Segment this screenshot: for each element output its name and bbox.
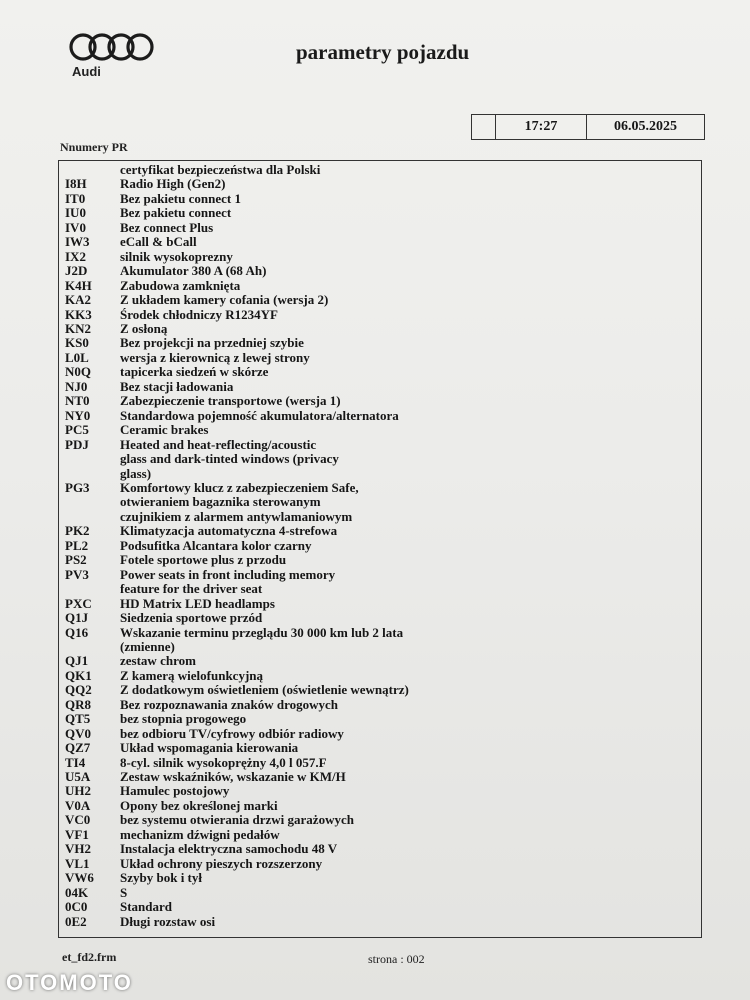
pr-description: bez stopnia progowego — [120, 711, 247, 727]
table-row — [65, 409, 685, 423]
pr-description: Komfortowy klucz z zabezpieczeniem Safe, — [120, 479, 359, 495]
pr-code: VL1 — [65, 855, 90, 871]
table-row — [65, 712, 685, 726]
pr-code: VH2 — [65, 841, 91, 857]
pr-code: IW3 — [65, 234, 90, 250]
table-row — [65, 741, 685, 755]
table-row — [65, 597, 685, 611]
pr-description: Bez rozpoznawania znaków drogowych — [120, 696, 338, 712]
header-time: 17:27 — [496, 115, 587, 139]
pr-code: NY0 — [65, 407, 91, 423]
pr-code: KK3 — [65, 306, 92, 322]
pr-description: Bez pakietu connect 1 — [120, 190, 241, 206]
pr-code — [65, 467, 120, 481]
pr-description: otwieraniem bagaznika sterowanym — [120, 494, 321, 510]
pr-description: tapicerka siedzeń w skórze — [120, 364, 269, 380]
watermark-logo: OTOMOTO — [6, 970, 133, 995]
table-row — [65, 235, 685, 249]
pr-code: VW6 — [65, 870, 94, 886]
page-title: parametry pojazdu — [296, 40, 470, 64]
pr-code: QR8 — [65, 696, 91, 712]
pr-description: glass) — [120, 465, 152, 481]
pr-description: Z układem kamery cofania (wersja 2) — [120, 292, 329, 308]
pr-code: KS0 — [65, 335, 89, 351]
table-row — [65, 177, 685, 191]
pr-code: KA2 — [65, 292, 91, 308]
pr-description: Radio High (Gen2) — [120, 176, 226, 192]
pr-description: Długi rozstaw osi — [120, 913, 216, 929]
pr-description: Z osłoną — [120, 320, 168, 336]
pr-code: J2D — [65, 263, 88, 279]
table-row — [65, 727, 685, 741]
pr-code: U5A — [65, 769, 91, 785]
pr-code: UH2 — [65, 783, 91, 799]
pr-code — [65, 582, 120, 596]
pr-description: bez odbioru TV/cyfrowy odbiór radiowy — [120, 725, 344, 741]
table-row — [65, 250, 685, 264]
pr-code: QJ1 — [65, 653, 89, 669]
pr-code: PK2 — [65, 523, 90, 539]
pr-description: eCall & bCall — [120, 234, 197, 250]
form-id: et_fd2.frm — [62, 950, 117, 964]
table-row — [65, 380, 685, 394]
pr-description: Power seats in front including memory — [120, 566, 336, 582]
table-row — [65, 308, 685, 322]
pr-description: Zabezpieczenie transportowe (wersja 1) — [120, 393, 341, 409]
table-row — [65, 438, 685, 452]
table-row — [65, 669, 685, 683]
table-row — [65, 698, 685, 712]
pr-code — [65, 640, 120, 654]
table-row — [65, 900, 685, 914]
pr-description: certyfikat bezpieczeństwa dla Polski — [120, 162, 321, 177]
table-row — [65, 293, 685, 307]
table-row — [65, 336, 685, 350]
table-row — [65, 539, 685, 553]
pr-description: (zmienne) — [120, 638, 175, 654]
pr-description: bez systemu otwierania drzwi garażowych — [120, 812, 354, 828]
table-row — [65, 813, 685, 827]
table-row — [65, 481, 685, 495]
table-row — [65, 524, 685, 538]
logo-text: Audi — [72, 64, 101, 79]
pr-code: VC0 — [65, 812, 91, 828]
pr-description: S — [120, 884, 128, 900]
pr-description: Z kamerą wielofunkcyjną — [120, 667, 263, 683]
pr-code: VF1 — [65, 826, 89, 842]
table-row — [65, 452, 685, 466]
pr-description: Z dodatkowym oświetleniem (oświetlenie wewnątrz) — [120, 682, 409, 698]
pr-description: Ceramic brakes — [120, 422, 209, 438]
table-row — [65, 915, 685, 929]
pr-description: Zabudowa zamknięta — [120, 277, 241, 293]
pr-description: Zestaw wskaźników, wskazanie w KM/H — [120, 769, 346, 785]
table-row — [65, 683, 685, 697]
pr-code — [65, 452, 120, 466]
pr-description: Bez stacji ładowania — [120, 378, 234, 394]
table-row — [65, 828, 685, 842]
pr-code: QT5 — [65, 711, 91, 727]
table-row — [65, 886, 685, 900]
pr-code: KN2 — [65, 320, 91, 336]
pr-description: 8-cyl. silnik wysokoprężny 4,0 l 057.F — [120, 754, 327, 770]
pr-code: I8H — [65, 176, 87, 192]
pr-code: PDJ — [65, 436, 89, 452]
table-row — [65, 365, 685, 379]
table-row — [65, 351, 685, 365]
pr-description: HD Matrix LED headlamps — [120, 595, 275, 611]
pr-description: Standardowa pojemność akumulatora/alternatora — [120, 407, 399, 423]
pr-code: Q1J — [65, 610, 89, 626]
pr-code: NJ0 — [65, 378, 88, 394]
pr-code: PL2 — [65, 537, 89, 553]
pr-code: 0E2 — [65, 913, 87, 929]
pr-code: PXC — [65, 595, 92, 611]
table-row — [65, 510, 685, 524]
table-row — [65, 784, 685, 798]
pr-description: Akumulator 380 A (68 Ah) — [120, 263, 267, 279]
pr-code: PS2 — [65, 552, 87, 568]
time-date-box — [471, 114, 705, 140]
pr-numbers-table — [58, 160, 702, 938]
pr-description: czujnikiem z alarmem antywlamaniowym — [120, 508, 353, 524]
pr-description: Układ wspomagania kierowania — [120, 740, 299, 756]
pr-description: zestaw chrom — [120, 653, 196, 669]
pr-code: Q16 — [65, 624, 89, 640]
header-date: 06.05.2025 — [614, 119, 677, 134]
table-row — [65, 568, 685, 582]
table-row — [65, 394, 685, 408]
table-row — [65, 640, 685, 654]
pr-code: IU0 — [65, 205, 86, 221]
pr-code: TI4 — [65, 754, 86, 770]
pr-description: Podsufitka Alcantara kolor czarny — [120, 537, 312, 553]
table-row — [65, 582, 685, 596]
table-row — [65, 553, 685, 567]
pr-code: QV0 — [65, 725, 91, 741]
table-row — [65, 871, 685, 885]
pr-code: QK1 — [65, 667, 92, 683]
pr-description: Szyby bok i tył — [120, 870, 202, 886]
pr-description: Bez connect Plus — [120, 219, 214, 235]
pr-code: IX2 — [65, 248, 86, 264]
pr-description: Opony bez określonej marki — [120, 797, 278, 813]
table-row — [65, 163, 685, 177]
pr-code: PG3 — [65, 479, 90, 495]
pr-description: Klimatyzacja automatyczna 4-strefowa — [120, 523, 338, 539]
pr-code: N0Q — [65, 364, 91, 380]
table-row — [65, 264, 685, 278]
pr-code: IT0 — [65, 190, 86, 206]
table-row — [65, 495, 685, 509]
pr-description: Bez projekcji na przedniej szybie — [120, 335, 304, 351]
pr-description: mechanizm dźwigni pedałów — [120, 826, 280, 842]
table-row — [65, 857, 685, 871]
pr-description: feature for the driver seat — [120, 581, 263, 597]
pr-description: Bez pakietu connect — [120, 205, 232, 221]
audi-rings-icon — [68, 32, 154, 62]
pr-code: IV0 — [65, 219, 86, 235]
pr-code: QZ7 — [65, 740, 91, 756]
section-label: Nnumery PR — [60, 140, 128, 154]
pr-description: Wskazanie terminu przeglądu 30 000 km lub 2 lata — [120, 624, 404, 640]
table-row — [65, 192, 685, 206]
table-row — [65, 654, 685, 668]
table-row — [65, 770, 685, 784]
pr-code: QQ2 — [65, 682, 92, 698]
pr-description: Instalacja elektryczna samochodu 48 V — [120, 841, 338, 857]
table-row — [65, 799, 685, 813]
pr-description: Standard — [120, 899, 173, 915]
page-number: strona : 002 — [368, 952, 425, 966]
pr-description: Heated and heat-reflecting/acoustic — [120, 436, 317, 452]
table-row — [65, 842, 685, 856]
table-row — [65, 206, 685, 220]
pr-code: PV3 — [65, 566, 89, 582]
pr-description: wersja z kierownicą z lewej strony — [120, 349, 310, 365]
table-row — [65, 423, 685, 437]
table-row — [65, 221, 685, 235]
pr-code: PC5 — [65, 422, 89, 438]
pr-code: 04K — [65, 884, 89, 900]
header-empty-cell — [472, 115, 496, 139]
table-row — [65, 279, 685, 293]
pr-description: Hamulec postojowy — [120, 783, 230, 799]
audi-logo — [68, 32, 154, 80]
table-row — [65, 611, 685, 625]
table-row — [65, 467, 685, 481]
pr-description: Fotele sportowe plus z przodu — [120, 552, 287, 568]
pr-code — [65, 163, 120, 177]
pr-description: Środek chłodniczy R1234YF — [120, 306, 278, 322]
pr-rows — [65, 163, 685, 929]
pr-code — [65, 495, 120, 509]
pr-description: Siedzenia sportowe przód — [120, 610, 263, 626]
pr-code: L0L — [65, 349, 89, 365]
pr-code: 0C0 — [65, 899, 88, 915]
pr-description: silnik wysokoprezny — [120, 248, 233, 264]
pr-description: glass and dark-tinted windows (privacy — [120, 451, 339, 467]
pr-code: NT0 — [65, 393, 90, 409]
pr-description: Układ ochrony pieszych rozszerzony — [120, 855, 323, 871]
pr-code: K4H — [65, 277, 92, 293]
table-row — [65, 756, 685, 770]
table-row — [65, 626, 685, 640]
pr-code — [65, 510, 120, 524]
table-row — [65, 322, 685, 336]
pr-code: V0A — [65, 797, 91, 813]
